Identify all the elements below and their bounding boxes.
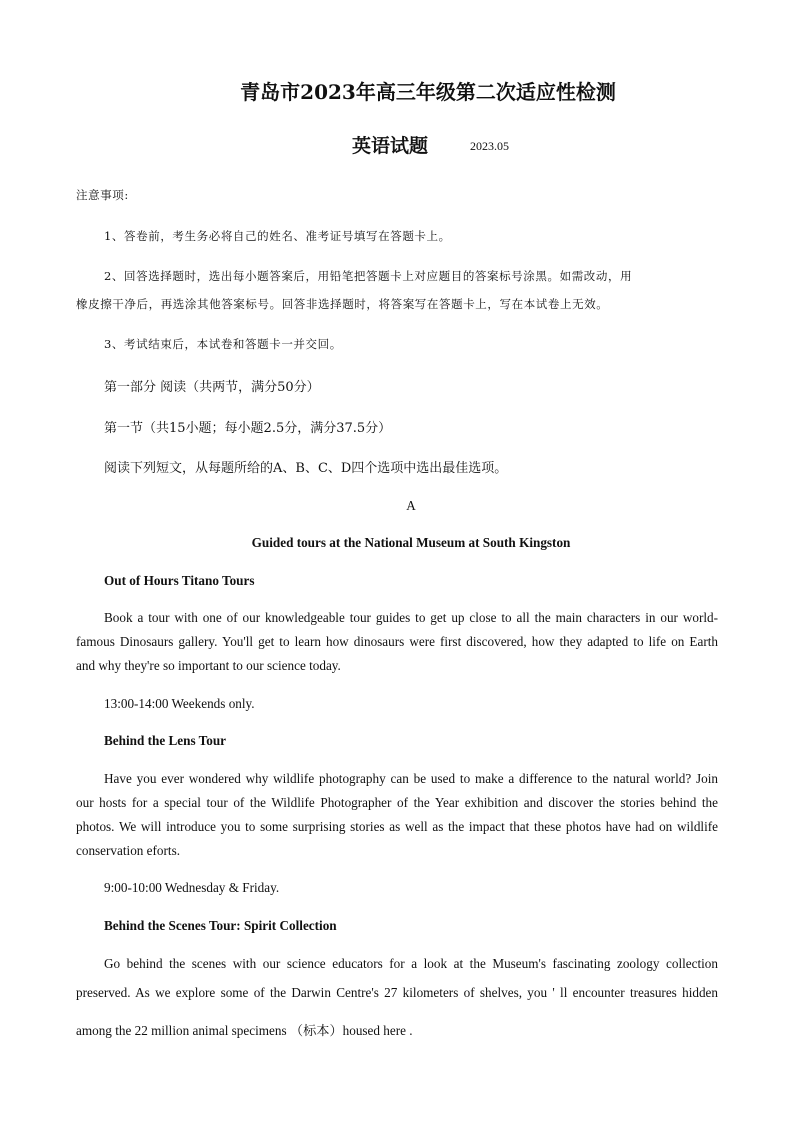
- note-item-3: 3、考试结束后，本试卷和答题卡一并交回。: [104, 337, 342, 351]
- subsection-heading: 第一节（共15小题；每小题2.5分，满分37.5分）: [104, 421, 392, 436]
- text-line: famous Dinosaurs gallery. You'll get to learn how dinosaurs were first discovered, how they adapted to life on Earth: [76, 634, 718, 649]
- reading-instruction: 阅读下列短文，从每题所给的A、B、C、D四个选项中选出最佳选项。: [104, 461, 508, 476]
- tour-time: 13:00-14:00 Weekends only.: [104, 696, 255, 711]
- page-title: 青岛市2023年高三年级第二次适应性检测: [240, 80, 616, 104]
- tour-description: [76, 771, 718, 843]
- text-line: Have you ever wondered why wildlife photography can be used to make a difference to the natural world? Join: [104, 771, 718, 786]
- text-line: our hosts for a special tour of the Wildlife Photographer of the Year exhibition and discover the stories behind the: [76, 795, 718, 810]
- tour-description: [76, 956, 718, 1009]
- text-line: photos. We will introduce you to some surprising stories as well as the impact that these photos have had on wildlife: [76, 819, 718, 834]
- text-line: Go behind the scenes with our science educators for a look at the Museum's fascinating zoology collection: [104, 956, 718, 971]
- exam-subject: 英语试题: [352, 135, 429, 157]
- note-item-2-line-2: 橡皮擦干净后，再选涂其他答案标号。回答非选择题时，将答案写在答题卡上，写在本试卷上无效。: [76, 297, 609, 311]
- tour-heading: Behind the Lens Tour: [104, 733, 227, 748]
- tour-heading: Out of Hours Titano Tours: [104, 573, 255, 588]
- part-heading: 第一部分 阅读（共两节，满分50分）: [104, 380, 320, 395]
- exam-date: 2023.05: [470, 139, 509, 153]
- text-line: Book a tour with one of our knowledgeable tour guides to get up close to all the main characters in our world-: [104, 610, 718, 625]
- tour-time: 9:00-10:00 Wednesday & Friday.: [104, 880, 280, 895]
- note-item-1: 1、答卷前，考生务必将自己的姓名、准考证号填写在答题卡上。: [104, 229, 451, 243]
- passage-title: Guided tours at the National Museum at South Kingston: [251, 535, 571, 550]
- notes-heading: 注意事项:: [76, 188, 129, 202]
- tour-heading: Behind the Scenes Tour: Spirit Collection: [104, 918, 337, 933]
- text-line: and why they're so important to our science today.: [76, 658, 341, 673]
- note-item-2-line-1: 2、回答选择题时，选出每小题答案后，用铅笔把答题卡上对应题目的答案标号涂黑。如需改动，用: [104, 269, 633, 283]
- passage-label: A: [406, 498, 416, 513]
- text-line: preserved. As we explore some of the Darwin Centre's 27 kilometers of shelves, you ' ll encounter treasures hidden: [76, 985, 718, 1000]
- tour-description: [76, 610, 718, 658]
- text-line: among the 22 million animal specimens （标本）housed here .: [76, 1023, 413, 1038]
- text-line: conservation eforts.: [76, 843, 180, 858]
